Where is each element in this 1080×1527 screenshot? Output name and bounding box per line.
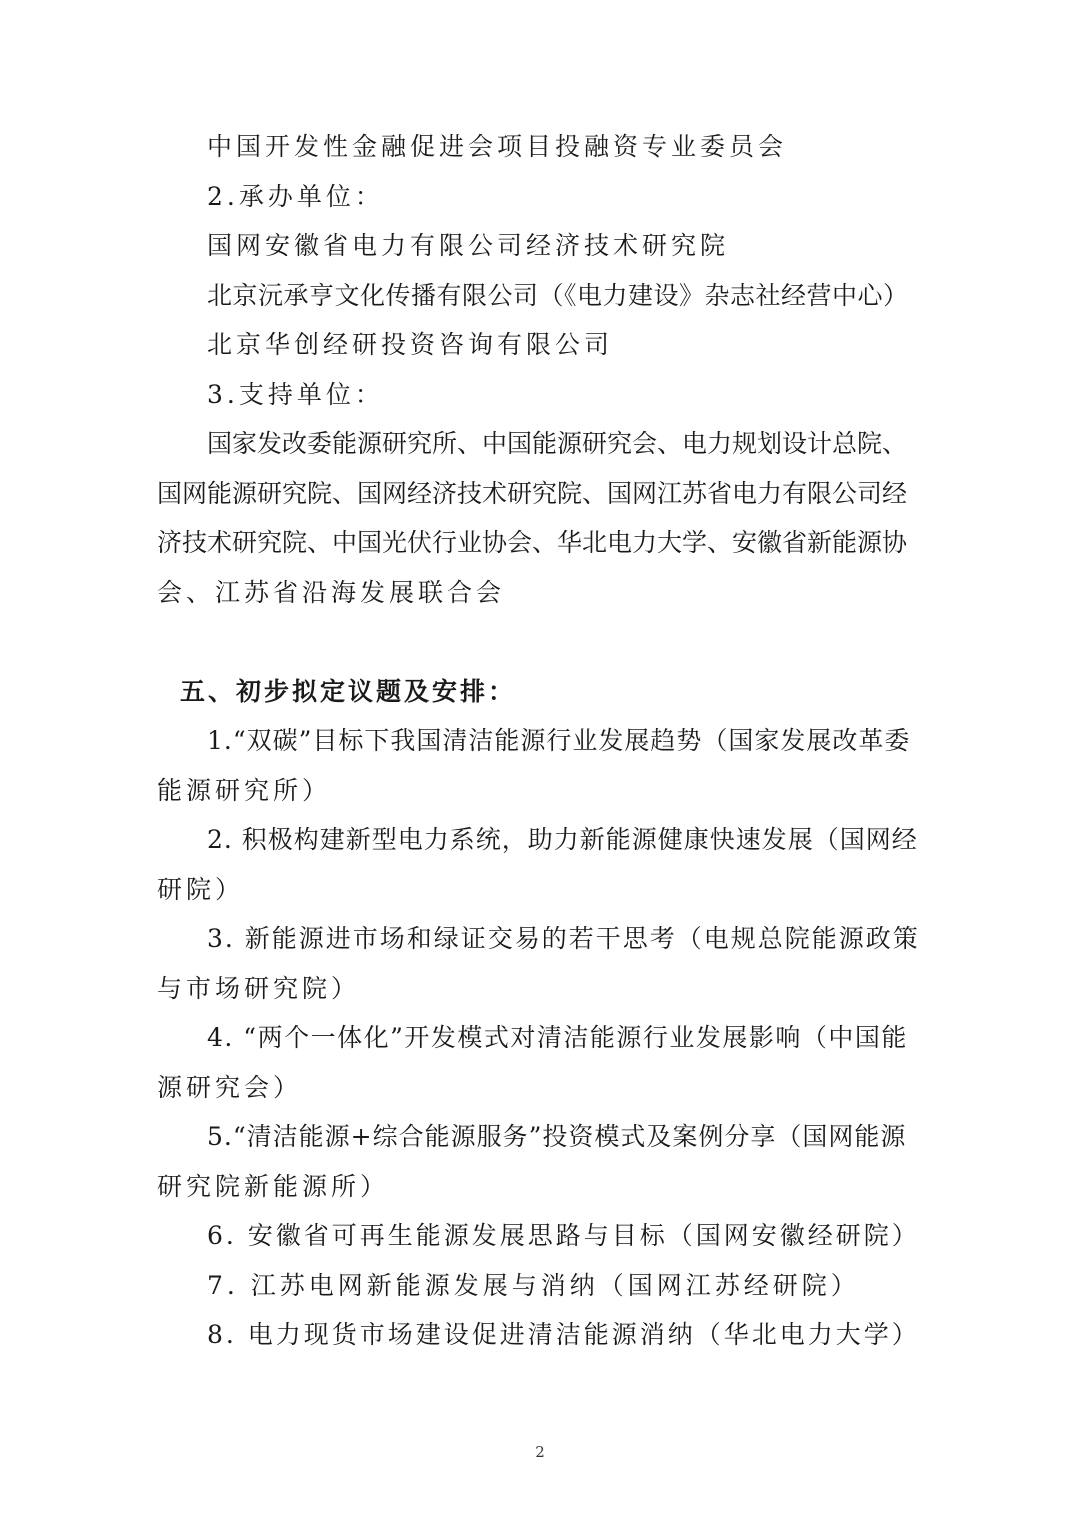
topic-line: 8. 电力现货市场建设促进清洁能源消纳（华北电力大学） [207,1320,920,1349]
support-unit-label: 3.支持单位： [207,380,384,409]
topic-line: 6. 安徽省可再生能源发展思路与目标（国网安徽经研院） [207,1221,920,1250]
topic-line: 3. 新能源进市场和绿证交易的若干思考（电规总院能源政策 [207,924,920,953]
topic-line: 1.“双碳”目标下我国清洁能源行业发展趋势（国家发展改革委 [207,726,911,755]
topic-line: 5.“清洁能源+综合能源服务”投资模式及案例分享（国网能源 [207,1122,907,1151]
host-unit-item: 北京华创经研投资咨询有限公司 [207,330,614,359]
topic-line: 7. 江苏电网新能源发展与消纳（国网江苏经研院） [207,1271,860,1300]
topic-line: 4. “两个一体化”开发模式对清洁能源行业发展影响（中国能 [207,1023,908,1052]
page-number: 2 [535,1443,545,1461]
support-unit-line: 国网能源研究院、国网经济技术研究院、国网江苏省电力有限公司经 [157,479,908,508]
section-heading: 五、初步拟定议题及安排： [180,677,517,706]
organizer-line: 中国开发性金融促进会项目投融资专业委员会 [207,132,788,161]
topic-line: 与市场研究院） [157,974,361,1003]
topic-line: 研究院新能源所） [157,1172,390,1201]
support-unit-line: 济技术研究院、中国光伏行业协会、华北电力大学、安徽省新能源协 [157,528,908,557]
host-unit-label: 2.承办单位： [207,182,384,211]
host-unit-item: 北京沅承亨文化传播有限公司（《电力建设》杂志社经营中心） [207,281,909,310]
topic-line: 2. 积极构建新型电力系统，助力新能源健康快速发展（国网经 [207,825,918,854]
topic-line: 源研究会） [157,1073,303,1102]
topic-line: 能源研究所） [157,776,332,805]
support-unit-line: 国家发改委能源研究所、中国能源研究会、电力规划设计总院、 [207,429,908,458]
host-unit-item: 国网安徽省电力有限公司经济技术研究院 [207,231,730,260]
support-unit-line: 会、江苏省沿海发展联合会 [157,578,506,607]
topic-line: 研院） [157,875,245,904]
